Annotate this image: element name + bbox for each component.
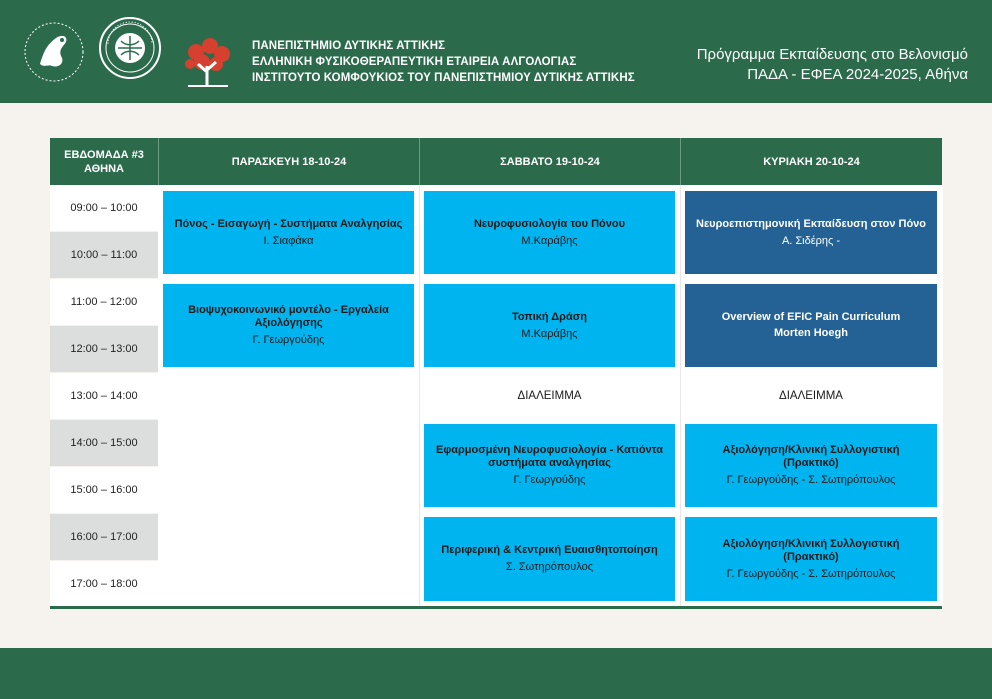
time-slot: 09:00 – 10:00: [50, 185, 158, 231]
institution-name: ΙΝΣΤΙΤΟΥΤΟ ΚΟΜΦΟΥΚΙΟΣ ΤΟΥ ΠΑΝΕΠΙΣΤΗΜΙΟΥ ΔΥΤΙΚΗΣ ΑΤΤΙΚΗΣ: [252, 72, 635, 84]
session-presenter: Α. Σιδέρης -: [781, 234, 841, 247]
time-slot: 15:00 – 16:00: [50, 467, 158, 513]
time-slot: 16:00 – 17:00: [50, 514, 158, 560]
session-title: Αξιολόγηση/Κλινική Συλλογιστική (Πρακτικό): [722, 444, 900, 469]
institution-name: ΠΑΝΕΠΙΣΤΗΜΙΟ ΔΥΤΙΚΗΣ ΑΤΤΙΚΗΣ: [252, 40, 446, 52]
session-card[interactable]: [685, 424, 937, 507]
time-slot: 12:00 – 13:00: [50, 326, 158, 372]
session-presenter: Μ.Καράβης: [521, 327, 578, 340]
week-header-line: ΑΘΗΝΑ: [83, 162, 125, 175]
institution-names: [252, 38, 635, 86]
session-card[interactable]: [424, 284, 675, 367]
day-header-friday: ΠΑΡΑΣΚΕΥΗ 18-10-24: [158, 138, 419, 185]
session-presenter: Γ. Γεωργούδης - Σ. Σωτηρόπουλος: [726, 567, 896, 580]
session-card[interactable]: [424, 424, 675, 507]
university-logo: [18, 20, 90, 84]
session-card[interactable]: [163, 191, 414, 274]
institution-name: ΕΛΛΗΝΙΚΗ ΦΥΣΙΚΟΘΕΡΑΠΕΥΤΙΚΗ ΕΤΑΙΡΕΙΑ ΑΛΓΟΛΟΓΙΑΣ: [252, 56, 577, 68]
session-title: Αξιολόγηση/Κλινική Συλλογιστική (Πρακτικό): [722, 537, 900, 563]
session-title: Εφαρμοσμένη Νευροφυσιολογία - Κατιόντα συστήματα αναλγησίας: [435, 444, 664, 469]
session-presenter: Γ. Γεωργούδης - Σ. Σωτηρόπουλος: [726, 474, 896, 486]
program-title-line: Πρόγραμμα Εκπαίδευσης στο Βελονισμό: [696, 46, 968, 63]
session-card[interactable]: [685, 517, 937, 601]
time-slot: 11:00 – 12:00: [50, 279, 158, 325]
header-banner: [0, 0, 992, 103]
session-title: Νευροεπιστημονική Εκπαίδευση στον Πόνο: [696, 217, 926, 230]
session-presenter: Μ.Καράβης: [521, 234, 578, 247]
session-title: Πόνος - Εισαγωγή - Συστήματα Αναλγησίας: [174, 217, 403, 230]
time-slot: 10:00 – 11:00: [50, 232, 158, 278]
session-title: Βιοψυχοκοινωνικό μοντέλο - Εργαλεία Αξιολόγησης: [188, 304, 389, 329]
time-slot: 14:00 – 15:00: [50, 420, 158, 466]
session-title: Νευροφυσιολογία του Πόνου: [473, 217, 626, 230]
footer-banner: [0, 648, 992, 699]
break-label: ΔΙΑΛΕΙΜΜΑ: [517, 390, 582, 402]
session-title: Τοπική Δράση: [511, 310, 587, 323]
time-slot: 13:00 – 14:00: [50, 373, 158, 419]
session-card[interactable]: [685, 284, 937, 367]
session-presenter: Σ. Σωτηρόπουλος: [505, 561, 594, 573]
session-presenter: Morten Hoegh: [774, 327, 848, 339]
session-title: Overview of EFIC Pain Curriculum: [721, 311, 901, 323]
session-card[interactable]: [163, 284, 414, 367]
time-slot: 17:00 – 18:00: [50, 561, 158, 607]
session-card[interactable]: [424, 517, 675, 601]
week-header-line: ΕΒΔΟΜΑΔΑ #3: [64, 148, 144, 161]
session-presenter: Γ. Γεωργούδης: [252, 334, 325, 346]
society-tree-logo: [180, 38, 236, 88]
session-presenter: Ι. Σιαφάκα: [263, 234, 314, 247]
session-card[interactable]: [424, 191, 675, 274]
confucius-institute-logo: [98, 16, 162, 84]
session-card[interactable]: [685, 191, 937, 274]
program-title: [697, 45, 968, 85]
break-label: ΔΙΑΛΕΙΜΜΑ: [779, 390, 843, 402]
week-header: [50, 138, 158, 185]
day-header-sunday: ΚΥΡΙΑΚΗ 20-10-24: [680, 138, 942, 185]
table-bottom-border: [50, 606, 942, 609]
session-title: Περιφερική & Κεντρική Ευαισθητοποίηση: [441, 544, 658, 556]
day-header-saturday: ΣΑΒΒΑΤΟ 19-10-24: [419, 138, 680, 185]
program-title-line: ΠΑΔΑ - ΕΦΕΑ 2024-2025, Αθήνα: [747, 66, 968, 83]
session-presenter: Γ. Γεωργούδης: [513, 474, 586, 486]
